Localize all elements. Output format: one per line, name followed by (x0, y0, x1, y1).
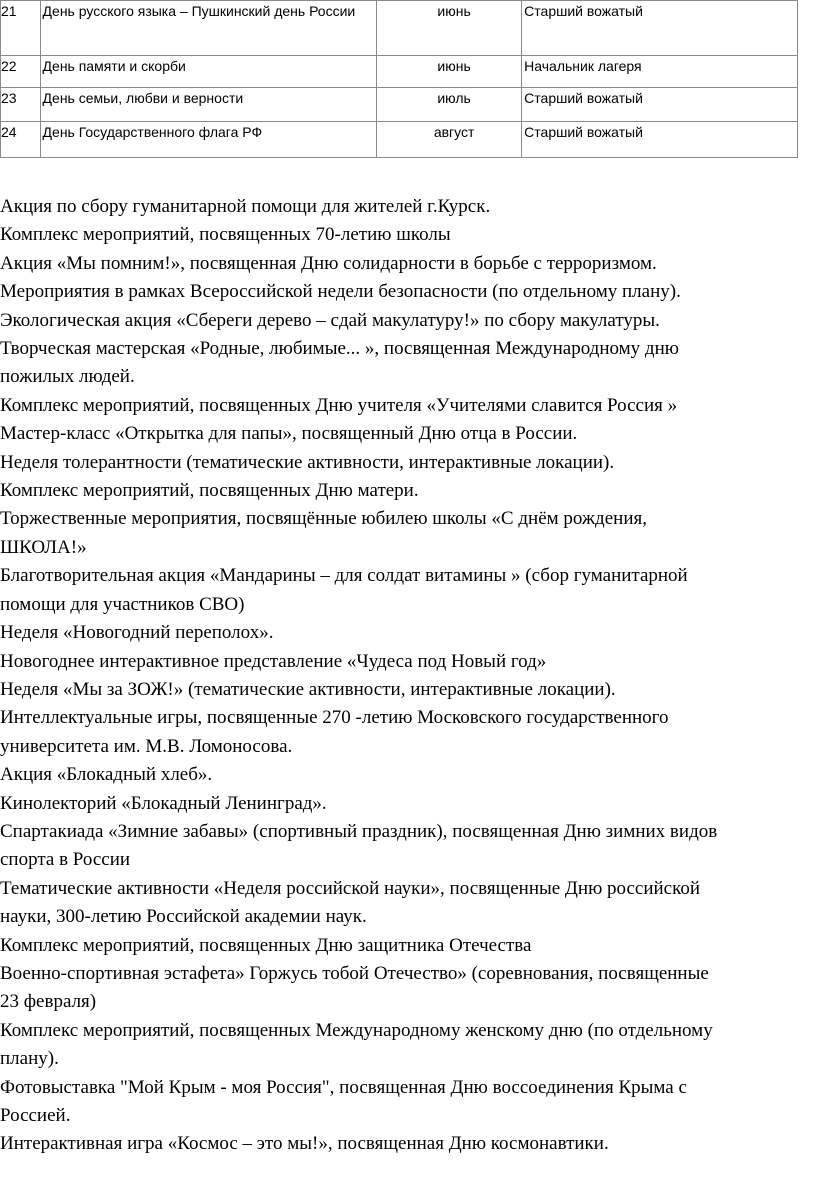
text-line: Тематические активности «Неделя российской науки», посвященные Дню российской (0, 877, 701, 899)
text-line: Торжественные мероприятия, посвящённые юбилею школы «С днём рождения, (0, 508, 647, 530)
text-line: Акция «Блокадный хлеб». (0, 764, 213, 786)
text-line: Интеллектуальные игры, посвященные 270 -летию Московского государственного (0, 707, 669, 729)
text-line: Мастер-класс «Открытка для папы», посвященный Дню отца в России. (0, 423, 578, 445)
text-line: помощи для участников СВО) (0, 593, 245, 615)
text-line: пожилых людей. (0, 366, 135, 388)
event-responsible: Старший вожатый (522, 122, 798, 158)
event-month: август (377, 122, 522, 158)
events-list-text (0, 193, 816, 1159)
text-line: Кинолекторий «Блокадный Ленинград». (0, 792, 327, 814)
text-line: Спартакиада «Зимние забавы» (спортивный праздник), посвященная Дню зимних видов (0, 820, 718, 842)
row-number: 22 (1, 56, 41, 88)
text-line: Комплекс мероприятий, посвященных Международному женскому дню (по отдельному (0, 1019, 713, 1041)
event-responsible: Старший вожатый (522, 88, 798, 122)
text-line: Комплекс мероприятий, посвященных Дню защитника Отечества (0, 934, 532, 956)
text-line: Комплекс мероприятий, посвященных Дню учителя «Учителями славится Россия » (0, 394, 678, 416)
table-row (1, 122, 798, 158)
events-table (0, 0, 798, 158)
event-name: День русского языка – Пушкинский день России (40, 1, 377, 56)
table-row (1, 56, 798, 88)
text-line: Творческая мастерская «Родные, любимые... », посвященная Международному дню (0, 338, 679, 360)
text-line: Фотовыставка "Мой Крым - моя Россия", посвященная Дню воссоединения Крыма с (0, 1076, 687, 1098)
event-name: День Государственного флага РФ (40, 122, 377, 158)
event-name: День семьи, любви и верности (40, 88, 377, 122)
text-line: спорта в России (0, 849, 131, 871)
table-row (1, 1, 798, 56)
text-line: Комплекс мероприятий, посвященных Дню матери. (0, 480, 419, 502)
text-line: Комплекс мероприятий, посвященных 70-летию школы (0, 224, 451, 246)
row-number: 24 (1, 122, 41, 158)
text-line: Интерактивная игра «Космос – это мы!», посвященная Дню космонавтики. (0, 1133, 609, 1155)
text-line: университета им. М.В. Ломоносова. (0, 735, 293, 757)
text-line: Неделя толерантности (тематические активности, интерактивные локации). (0, 451, 615, 473)
row-number: 21 (1, 1, 41, 56)
text-line: Неделя «Новогодний переполох». (0, 622, 274, 644)
text-line: ШКОЛА!» (0, 536, 87, 558)
event-name: День памяти и скорби (40, 56, 377, 88)
text-line: Неделя «Мы за ЗОЖ!» (тематические активности, интерактивные локации). (0, 678, 616, 700)
text-line: Военно-спортивная эстафета» Горжусь тобой Отечество» (соревнования, посвященные (0, 962, 709, 984)
row-number: 23 (1, 88, 41, 122)
event-month: июнь (377, 56, 522, 88)
text-line: Новогоднее интерактивное представление «Чудеса под Новый год» (0, 650, 547, 672)
text-line: Мероприятия в рамках Всероссийской недели безопасности (по отдельному плану). (0, 281, 681, 303)
event-responsible: Начальник лагеря (522, 56, 798, 88)
event-month: июнь (377, 1, 522, 56)
text-line: 23 февраля) (0, 991, 97, 1013)
text-line: науки, 300-летию Российской академии наук. (0, 906, 367, 928)
text-line: Россией. (0, 1105, 71, 1126)
events-table-container (0, 0, 798, 158)
text-line: Акция «Мы помним!», посвященная Дню солидарности в борьбе с терроризмом. (0, 252, 657, 274)
text-line: Акция по сбору гуманитарной помощи для жителей г.Курск. (0, 196, 491, 217)
text-line: Благотворительная акция «Мандарины – для солдат витамины » (сбор гуманитарной (0, 565, 688, 587)
table-row (1, 88, 798, 122)
text-line: плану). (0, 1048, 59, 1070)
text-line: Экологическая акция «Сбереги дерево – сдай макулатуру!» по сбору макулатуры. (0, 309, 660, 331)
event-month: июль (377, 88, 522, 122)
event-responsible: Старший вожатый (522, 1, 798, 56)
